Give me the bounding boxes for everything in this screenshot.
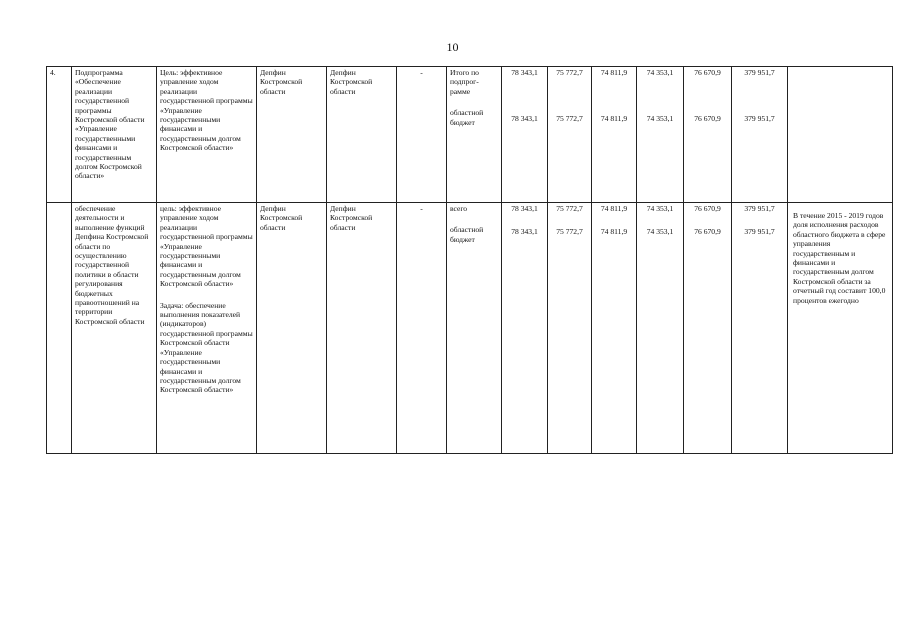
value-total: 379 951,7 379 951,7 [732,203,788,454]
table-row [47,67,893,203]
source-cell [447,67,502,203]
goal-cell [157,203,257,454]
value-2018: 74 353,1 74 353,1 [637,67,684,203]
note-cell [788,67,893,203]
subprogram-name: Подпрограмма «Обеспечение реализации государственной программы Костромской области «Управление государственными финансами и государственным долгом Костромской области» [72,67,157,203]
coexecutor-cell: Депфин Костромской области [327,203,397,454]
value-2016: 75 772,7 75 772,7 [548,203,592,454]
value-2019: 76 670,9 76 670,9 [684,67,732,203]
program-table [46,66,893,454]
dash-cell: - [397,203,447,454]
executor-cell: Депфин Костромской области [257,67,327,203]
source-total: всего [450,204,468,213]
source-cell [447,203,502,454]
value-2017: 74 811,9 74 811,9 [592,67,637,203]
source-total: Итого по подпрог-рамме [450,68,479,96]
page-number: 10 [446,40,459,54]
note-cell: В течение 2015 - 2019 годов доля исполнения расходов областного бюджета в сфере управления государственным и финансами и государственным долгом Костромской области за отчетный год составит 100,0 процентов ежегодно [788,203,893,454]
dash-cell: - [397,67,447,203]
executor-cell: Депфин Костромской области [257,203,327,454]
value-2016: 75 772,7 75 772,7 [548,67,592,203]
value-2018: 74 353,1 74 353,1 [637,203,684,454]
goal-text: цель: эффективное управление ходом реализации государственной программы «Управление государственными финансами и государственным долгом Костромской области» [160,204,253,289]
value-2015: 78 343,1 78 343,1 [502,203,548,454]
table-row [47,203,893,454]
value-2017: 74 811,9 74 811,9 [592,203,637,454]
source-budget: областной бюджет [450,108,484,127]
coexecutor-cell: Депфин Костромской области [327,67,397,203]
row-number [47,203,72,454]
source-budget: областной бюджет [450,225,484,244]
value-2019: 76 670,9 76 670,9 [684,203,732,454]
goal-text: Цель: эффективное управление ходом реализации государственной программы «Управление государственными финансами и государственным долгом Костромской области» [160,68,253,153]
task-text: Задача: обеспечение выполнения показателей (индикаторов) государственной программы Костромской области «Управление государственными финансами и государственным долгом Костромской области» [160,300,253,395]
measure-name: обеспечение деятельности и выполнение функций Депфина Костромской области по осуществлению государственной политики в области регулирования бюджетных правоотношений на территории Костромской области [72,203,157,454]
row-number: 4. [47,67,72,203]
value-2015: 78 343,1 78 343,1 [502,67,548,203]
goal-cell [157,67,257,203]
value-total: 379 951,7 379 951,7 [732,67,788,203]
